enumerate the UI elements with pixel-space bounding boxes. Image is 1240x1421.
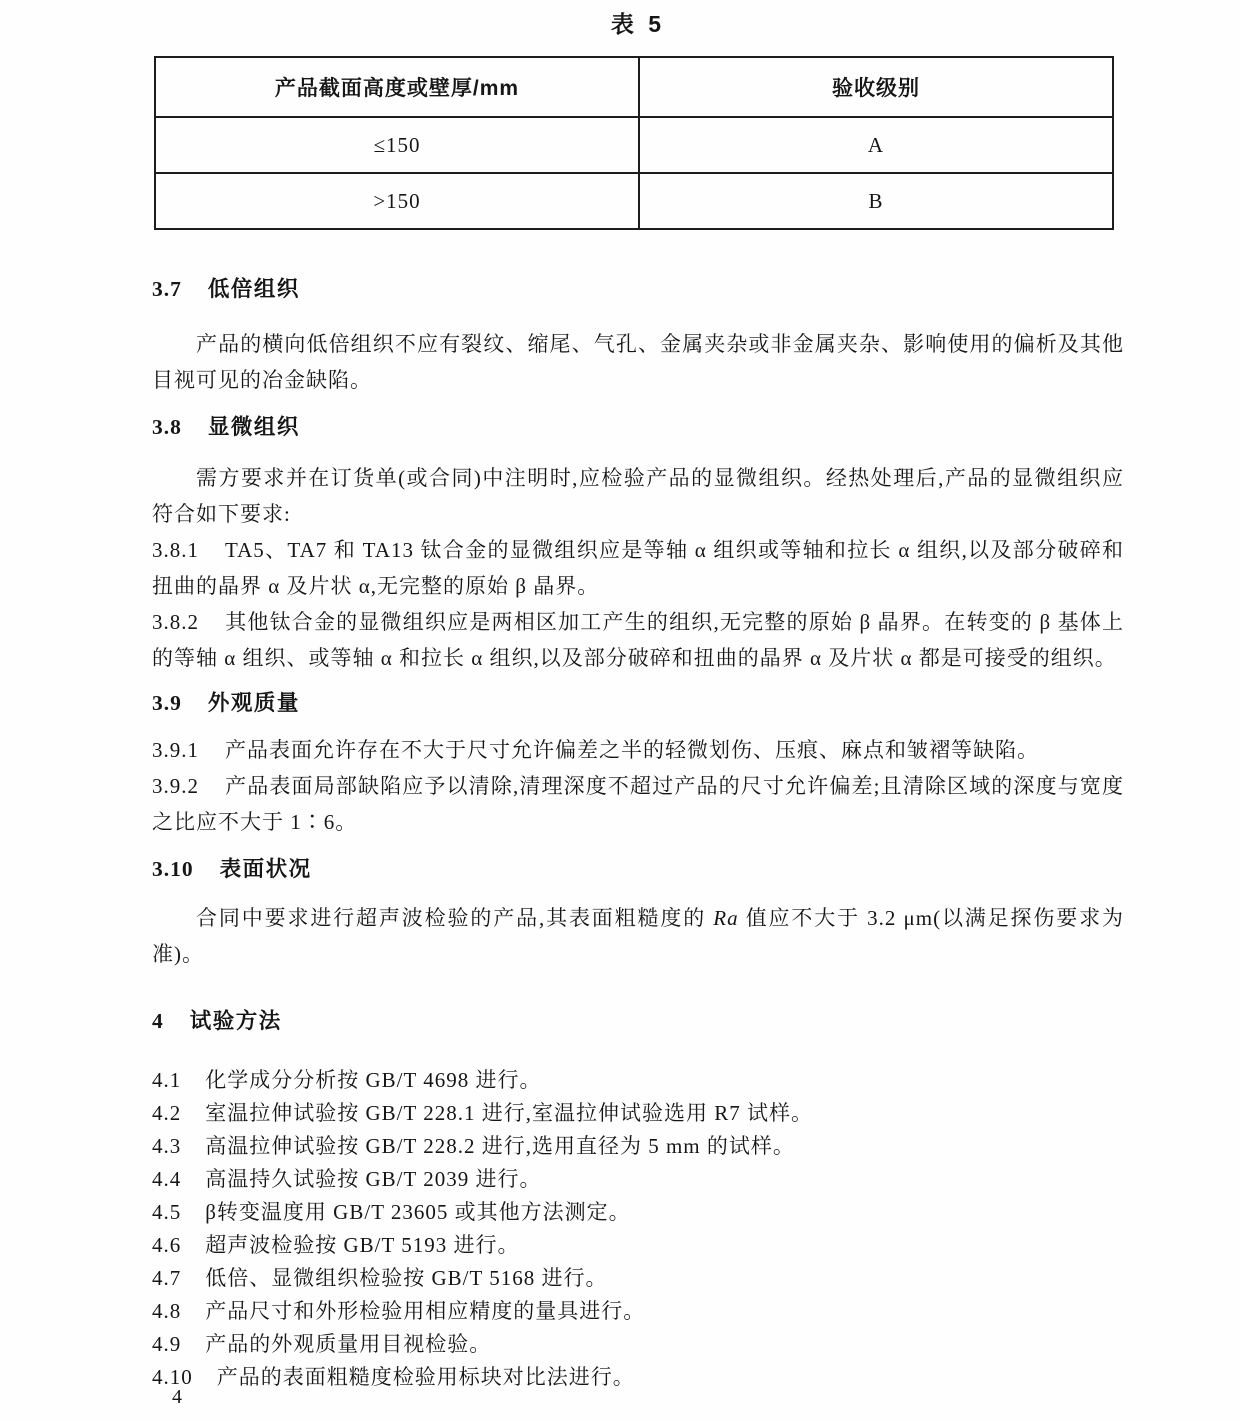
clause-text: TA5、TA7 和 TA13 钛合金的显微组织应是等轴 α 组织或等轴和拉长 α 组织,以及部分破碎和扭曲的晶界 α 及片状 α,无完整的原始 β 晶界。	[152, 538, 1124, 598]
cell-thickness-2: >150	[155, 173, 639, 229]
clause-number: 3.9.1	[152, 738, 199, 762]
page-content	[152, 0, 1124, 1394]
clause-text: 产品表面局部缺陷应予以清除,清理深度不超过产品的尺寸允许偏差;且清除区域的深度与宽度之比应不大于 1∶6。	[152, 774, 1124, 834]
cell-level-2: B	[639, 173, 1113, 229]
clause-text: 化学成分分析按 GB/T 4698 进行。	[205, 1068, 542, 1092]
cell-level-1: A	[639, 117, 1113, 173]
clause-number: 3.9.2	[152, 774, 199, 798]
clause-number: 4.10	[152, 1365, 193, 1389]
section-heading-4	[152, 1006, 1124, 1036]
section-number: 3.9	[152, 691, 182, 715]
table-row	[155, 117, 1113, 173]
clause-4-4	[152, 1163, 1124, 1196]
column-header-section-height: 产品截面高度或壁厚/mm	[155, 57, 639, 117]
section-heading-3-8	[152, 412, 1124, 442]
table-caption: 表 5	[610, 11, 666, 37]
section-number: 3.7	[152, 277, 182, 301]
paragraph-3-10	[152, 900, 1124, 972]
clause-number: 4.9	[152, 1332, 182, 1356]
roughness-symbol: Ra	[713, 906, 739, 930]
paragraph-3-8: 需方要求并在订货单(或合同)中注明时,应检验产品的显微组织。经热处理后,产品的显微组织应符合如下要求:	[152, 466, 1124, 526]
clause-number: 4.3	[152, 1134, 182, 1158]
section-title: 表面状况	[219, 857, 312, 881]
clause-3-9-2	[152, 768, 1124, 840]
paragraph-text-post: 值应不大于 3.2 μm(以满足探伤要求为准)。	[152, 906, 1124, 966]
clause-text: 产品的外观质量用目视检验。	[205, 1332, 492, 1356]
clause-3-8-1	[152, 532, 1124, 604]
clause-text: 高温持久试验按 GB/T 2039 进行。	[205, 1167, 542, 1191]
clause-number: 4.8	[152, 1299, 182, 1323]
clause-4-7	[152, 1262, 1124, 1295]
section-number: 4	[152, 1009, 164, 1033]
clause-4-8	[152, 1295, 1124, 1328]
clause-4-6	[152, 1229, 1124, 1262]
clause-number: 4.7	[152, 1266, 182, 1290]
clause-text: 产品尺寸和外形检验用相应精度的量具进行。	[205, 1299, 646, 1323]
clause-number: 4.4	[152, 1167, 182, 1191]
clause-text: 其他钛合金的显微组织应是两相区加工产生的组织,无完整的原始 β 晶界。在转变的 β 基体上的等轴 α 组织、或等轴 α 和拉长 α 组织,以及部分破碎和扭曲的晶界 α 及片状 α 都是可接受的组织。	[152, 610, 1124, 670]
clause-4-3	[152, 1130, 1124, 1163]
clause-4-2	[152, 1097, 1124, 1130]
clause-number: 4.6	[152, 1233, 182, 1257]
clause-4-5	[152, 1196, 1124, 1229]
section-title: 显微组织	[207, 415, 300, 439]
clause-3-8-2	[152, 604, 1124, 676]
clause-text: 产品表面允许存在不大于尺寸允许偏差之半的轻微划伤、压痕、麻点和皱褶等缺陷。	[225, 738, 1039, 762]
column-header-acceptance-level: 验收级别	[639, 57, 1113, 117]
section-title: 低倍组织	[207, 277, 300, 301]
clause-text: 超声波检验按 GB/T 5193 进行。	[205, 1233, 520, 1257]
clause-number: 3.8.1	[152, 538, 199, 562]
section-number: 3.10	[152, 857, 194, 881]
clause-number: 3.8.2	[152, 610, 199, 634]
paragraph-3-7: 产品的横向低倍组织不应有裂纹、缩尾、气孔、金属夹杂或非金属夹杂、影响使用的偏析及其他目视可见的冶金缺陷。	[152, 332, 1124, 392]
test-method-list	[152, 1064, 1124, 1394]
section-title: 试验方法	[189, 1009, 282, 1033]
clause-text: 室温拉伸试验按 GB/T 228.1 进行,室温拉伸试验选用 R7 试样。	[205, 1101, 813, 1125]
clause-text: 低倍、显微组织检验按 GB/T 5168 进行。	[205, 1266, 608, 1290]
clause-number: 4.2	[152, 1101, 182, 1125]
clause-text: 高温拉伸试验按 GB/T 228.2 进行,选用直径为 5 mm 的试样。	[205, 1134, 795, 1158]
section-heading-3-10	[152, 854, 1124, 884]
clause-number: 4.5	[152, 1200, 182, 1224]
clause-4-10	[152, 1361, 1124, 1394]
clause-text: β转变温度用 GB/T 23605 或其他方法测定。	[205, 1200, 631, 1224]
section-heading-3-7	[152, 274, 1124, 304]
paragraph-text-pre: 合同中要求进行超声波检验的产品,其表面粗糙度的	[196, 906, 714, 930]
page-number: 4	[172, 1386, 182, 1408]
acceptance-level-table	[154, 56, 1114, 230]
table-header-row	[155, 57, 1113, 117]
table-row	[155, 173, 1113, 229]
section-title: 外观质量	[207, 691, 300, 715]
clause-4-1	[152, 1064, 1124, 1097]
section-number: 3.8	[152, 415, 182, 439]
clause-3-9-1	[152, 732, 1124, 768]
section-heading-3-9	[152, 688, 1124, 718]
clause-number: 4.1	[152, 1068, 182, 1092]
cell-thickness-1: ≤150	[155, 117, 639, 173]
clause-4-9	[152, 1328, 1124, 1361]
clause-text: 产品的表面粗糙度检验用标块对比法进行。	[216, 1365, 635, 1389]
